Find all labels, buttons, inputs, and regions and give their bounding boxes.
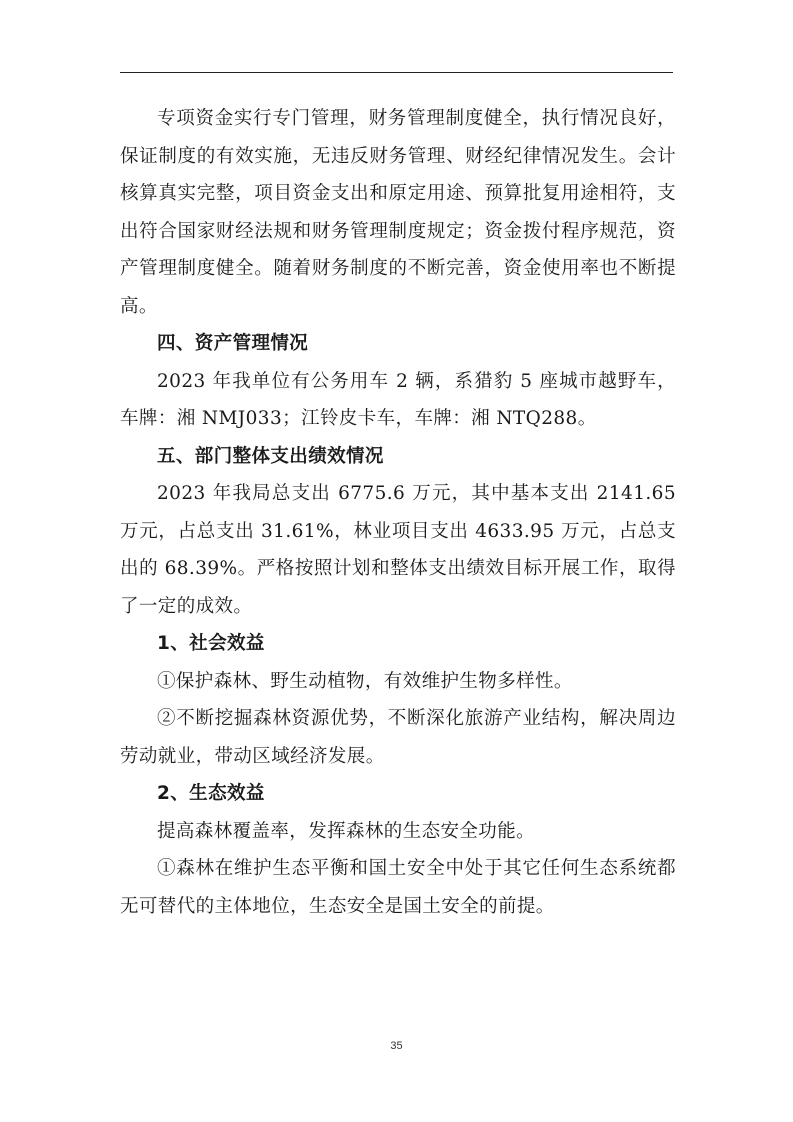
heading-social-benefit: 1、社会效益 — [157, 633, 265, 654]
document-body — [120, 100, 676, 925]
heading-ecological-benefit: 2、生态效益 — [157, 783, 265, 804]
heading-asset-management: 四、资产管理情况 — [157, 333, 309, 354]
heading-expenditure-performance: 五、部门整体支出绩效情况 — [157, 445, 384, 467]
page-number: 35 — [390, 1040, 403, 1052]
paragraph-social-benefit-1: ①保护森林、野生动植物，有效维护生物多样性。 — [157, 670, 573, 692]
paragraph-ecological-intro: 提高森林覆盖率，发挥森林的生态安全功能。 — [157, 820, 536, 842]
paragraph-social-benefit-2: ②不断挖掘森林资源优势，不断深化旅游产业结构，解决周边劳动就业，带动区域经济发展。 — [120, 708, 676, 767]
paragraph-expenditure: 2023 年我局总支出 6775.6 万元，其中基本支出 2141.65 万元，占总支出 31.61%，林业项目支出 4633.95 万元，占总支出的 68.39%。严格按照计划和整体支出绩效目标开展工作，取得了一定的成效。 — [120, 483, 676, 617]
paragraph-vehicles: 2023 年我单位有公务用车 2 辆，系猎豹 5 座城市越野车，车牌：湘 NMJ033；江铃皮卡车，车牌：湘 NTQ288。 — [120, 370, 676, 429]
header-rule — [120, 72, 673, 73]
paragraph-fund-management: 专项资金实行专门管理，财务管理制度健全，执行情况良好，保证制度的有效实施，无违反财务管理、财经纪律情况发生。会计核算真实完整，项目资金支出和原定用途、预算批复用途相符，支出符合国家财经法规和财务管理制度规定；资金拨付程序规范，资产管理制度健全。随着财务制度的不断完善，资金使用率也不断提高。 — [120, 108, 676, 317]
paragraph-ecological-1: ①森林在维护生态平衡和国土安全中处于其它任何生态系统都无可替代的主体地位，生态安全是国土安全的前提。 — [120, 858, 676, 917]
